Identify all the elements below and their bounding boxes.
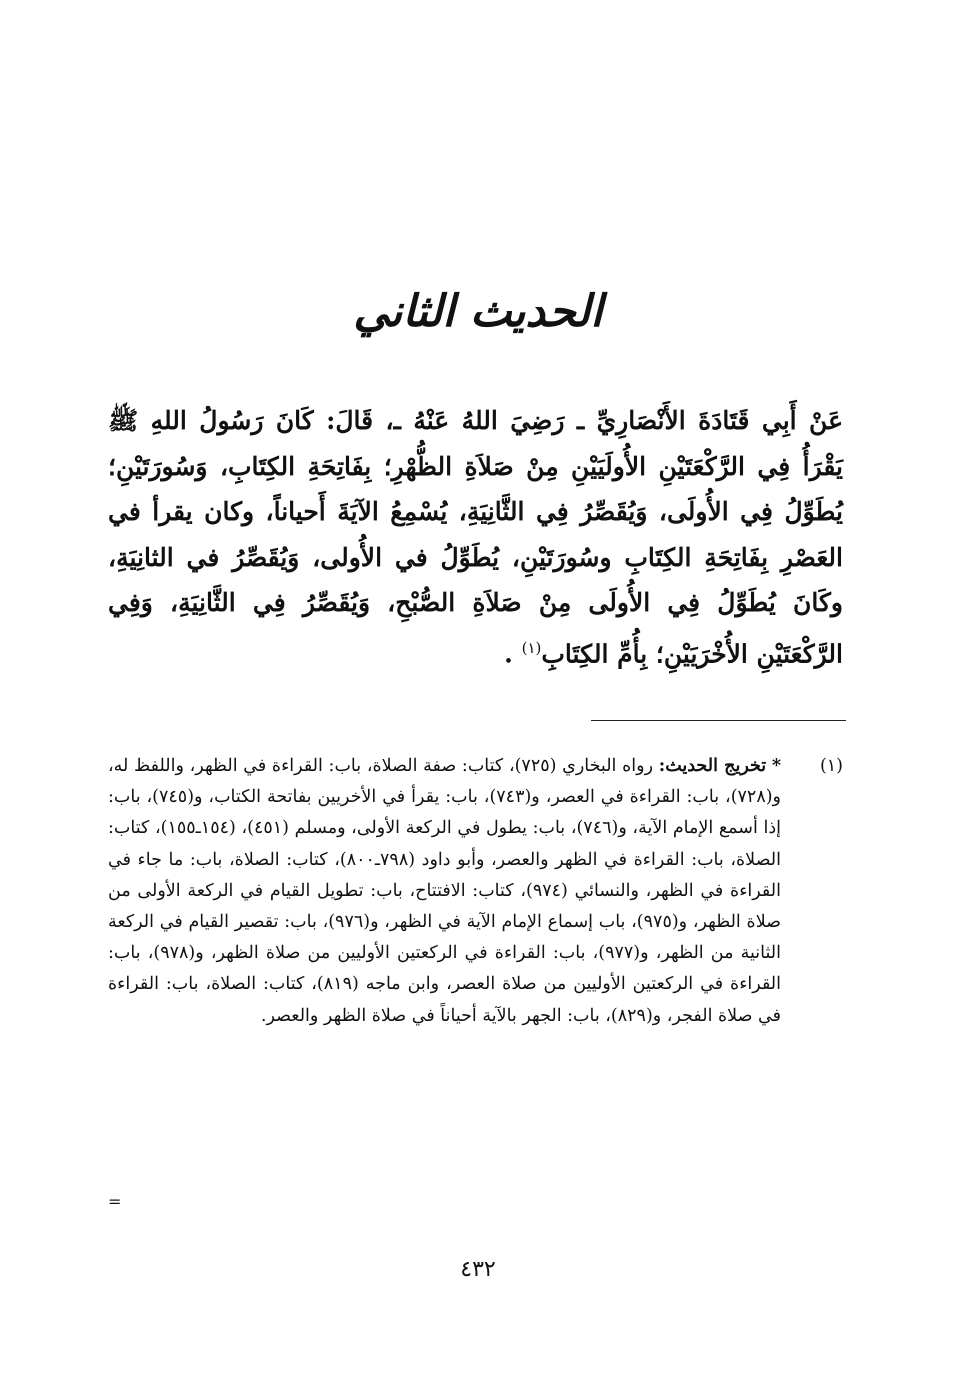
footnote-separator bbox=[591, 720, 846, 721]
chapter-title: الحديث الثاني bbox=[353, 286, 603, 337]
hadith-text bbox=[108, 398, 843, 676]
footnote-label: تخريج الحديث: bbox=[658, 756, 767, 776]
footnote bbox=[108, 751, 843, 1032]
hadith-body: عَنْ أَبِي قَتَادَةَ الأَنْصَارِيِّ ـ رَضِيَ اللهُ عَنْهُ ـ، قَالَ: كَانَ رَسُولُ اللهِ ﷺ يَقْرَأُ فِي الرَّكْعَتَيْنِ الأُولَيَيْنِ مِنْ صَلاَةِ الظُّهْرِ؛ بِفَاتِحَةِ الكِتَابِ، وَسُورَتَيْنِ؛ يُطَوِّلُ فِي الأُولَى، وَيُقَصِّرُ فِي الثَّانِيَةِ، يُسْمِعُ الآيَةَ أَحياناً، وكان يقرأ في العَصْرِ بِفَاتِحَةِ الكِتَابِ وسُورَتَيْنِ، يُطَوِّلُ في الأُولى، وَيُقَصِّرُ في الثانِيَةِ، وكَانَ يُطَوِّلُ فِي الأُولَى مِنْ صَلاَةِ الصُّبْحِ، وَيُقَصِّرُ فِي الثَّانِيَةِ، وَفِي الرَّكْعَتَيْنِ الأُخْرَيَيْنِ؛ بِأُمِّ الكِتَابِ bbox=[108, 406, 843, 668]
footnote-number: (١) bbox=[819, 756, 843, 776]
page-number: ٤٣٢ bbox=[460, 1257, 496, 1282]
footnote-body: رواه البخاري (٧٢٥)، كتاب: صفة الصلاة، باب: القراءة في الظهر، واللفظ له، و(٧٢٨)، باب: القراءة في العصر، و(٧٤٣)، باب: يقرأ في الأخريين بفاتحة الكتاب، و(٧٤٥)، باب: إذا أسمع الإمام الآية، و(٧٤٦)، باب: يطول في الركعة الأولى، ومسلم (٤٥١)، (١٥٤ـ١٥٥)، كتاب: الصلاة، باب: القراءة في الظهر والعصر، وأبو داود (٧٩٨ـ٨٠٠)، كتاب: الصلاة، باب: ما جاء في القراءة في الظهر، والنسائي (٩٧٤)، كتاب: الافتتاح، باب: تطويل القيام في الركعة الأولى من صلاة الظهر، و(٩٧٥)، باب إسماع الإمام الآية في الظهر، و(٩٧٦)، باب: تقصير القيام في الركعة الثانية من الظهر، و(٩٧٧)، باب: القراءة في الركعتين الأوليين من صلاة الظهر، و(٩٧٨)، باب: القراءة في الركعتين الأوليين من صلاة العصر، وابن ماجه (٨١٩)، كتاب: الصلاة، باب: القراءة في صلاة الفجر، و(٨٢٩)، باب: الجهر بالآية أحياناً في صلاة الظهر والعصر. bbox=[108, 756, 782, 1026]
continuation-mark: = bbox=[108, 1192, 122, 1211]
hadith-end-mark: . bbox=[504, 638, 513, 668]
footnote-text bbox=[108, 751, 781, 1032]
footnote-reference: (١) bbox=[521, 638, 542, 657]
footnote-star: * bbox=[771, 756, 781, 776]
